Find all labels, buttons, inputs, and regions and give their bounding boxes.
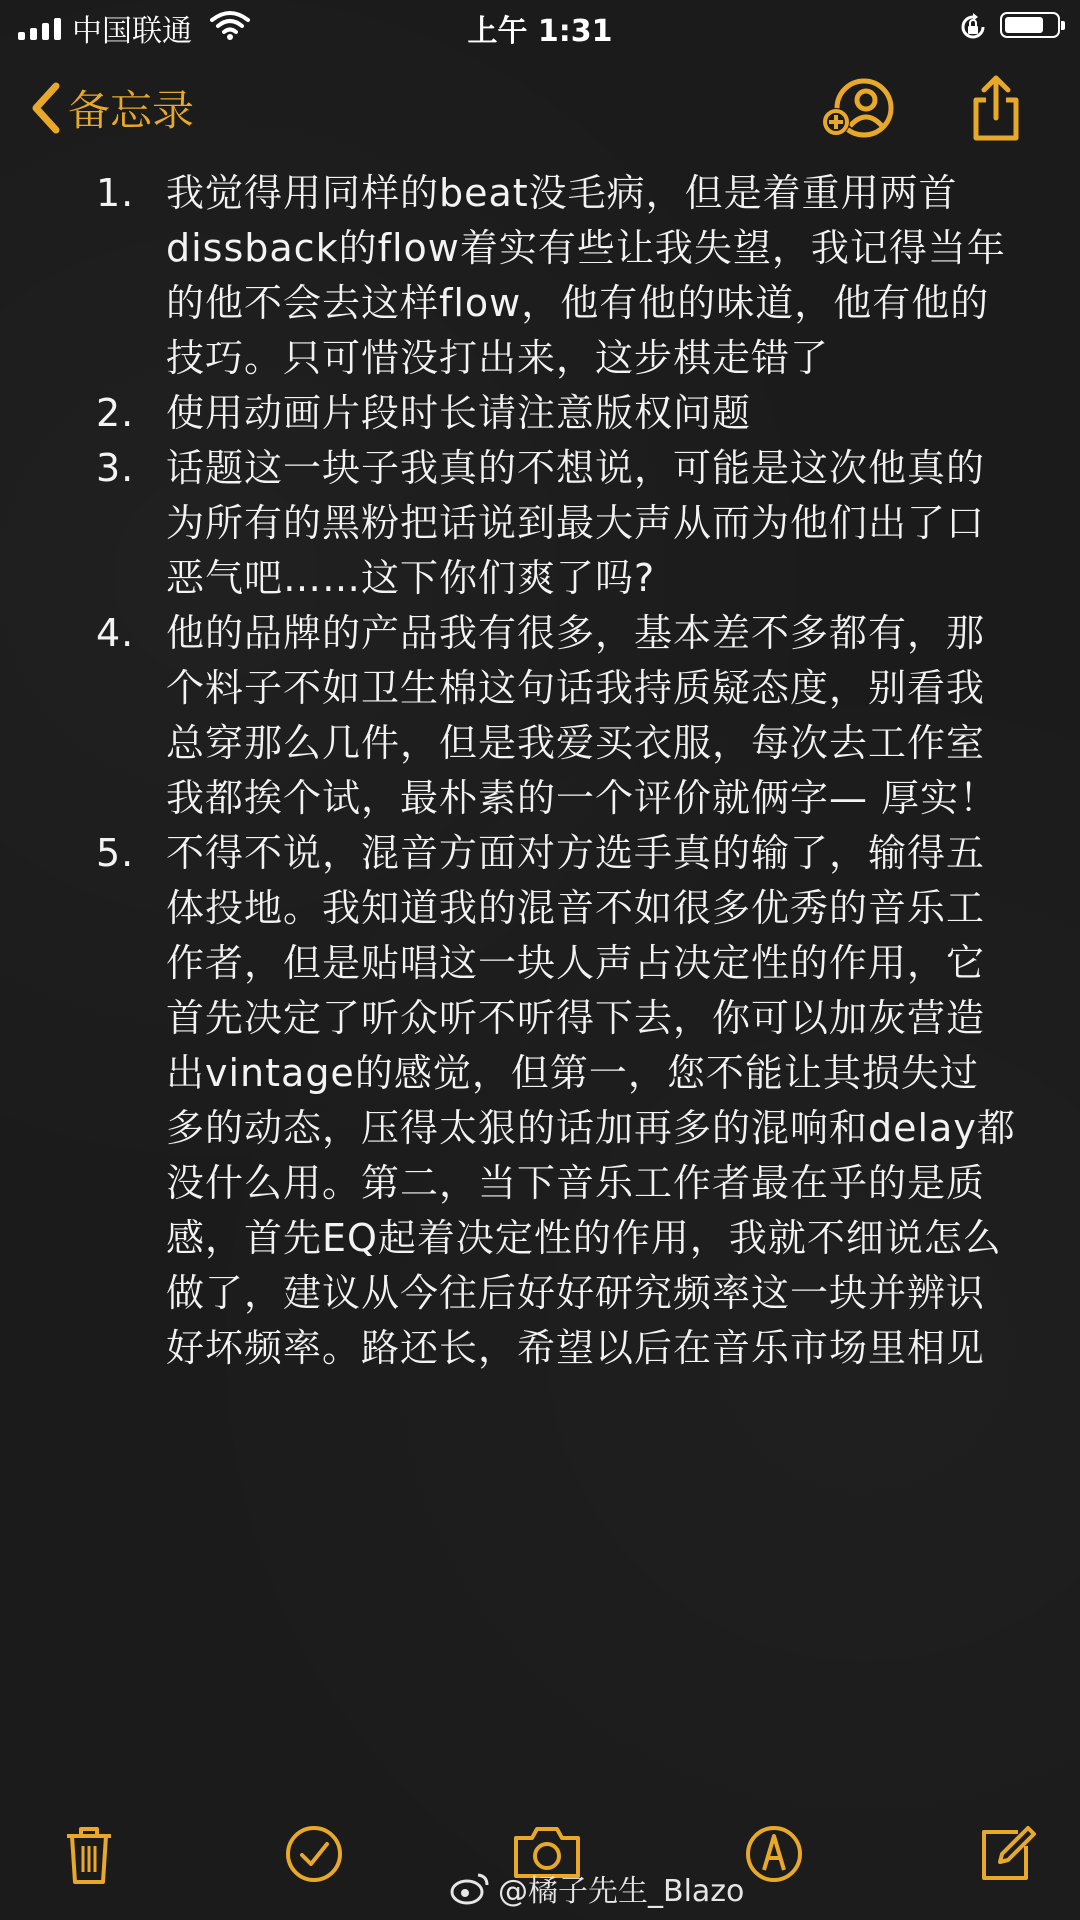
share-icon[interactable] (968, 74, 1024, 144)
markup-icon[interactable] (744, 1824, 804, 1884)
list-item-text: 我觉得用同样的beat没毛病，但是着重用两首dissback的flow着实有些让我失望，我记得当年的他不会去这样flow，他有他的味道，他有他的技巧。只可惜没打出来，这步棋走错了 (166, 171, 1006, 380)
list-item (96, 606, 1016, 826)
compose-icon[interactable] (978, 1824, 1038, 1884)
list-number: 5. (96, 831, 135, 875)
add-person-icon[interactable] (820, 76, 896, 140)
battery-icon (1000, 12, 1060, 38)
carrier-name: 中国联通 (72, 14, 192, 49)
status-time: 上午 1:31 (467, 14, 613, 49)
status-bar (0, 0, 1080, 60)
list-number: 2. (96, 391, 135, 435)
watermark (450, 1866, 744, 1910)
chevron-left-icon (28, 80, 64, 136)
weibo-logo-icon (450, 1871, 490, 1905)
list-number: 3. (96, 446, 135, 490)
watermark-text: @橘子先生_Blazo (498, 1874, 745, 1909)
list-number: 1. (96, 171, 135, 215)
navigation-bar (0, 70, 1080, 150)
list-item (96, 441, 1016, 606)
list-item (96, 166, 1016, 386)
list-item (96, 386, 1016, 441)
list-item (96, 826, 1016, 1376)
list-item-text: 使用动画片段时长请注意版权问题 (166, 391, 752, 435)
list-item-text: 不得不说，混音方面对方选手真的输了，输得五体投地。我知道我的混音不如很多优秀的音乐工作者，但是贴唱这一块人声占决定性的作用，它首先决定了听众听不听得下去，你可以加灰营造出vintage的感觉，但第一，您不能让其损失过多的动态，压得太狠的话加再多的混响和delay都没什么用。第二，当下音乐工作者最在乎的是质感，首先EQ起着决定性的作用，我就不细说怎么做了，建议从今往后好好研究频率这一块并辨识好坏频率。路还长，希望以后在音乐市场里相见 (166, 831, 1016, 1370)
note-body[interactable] (96, 166, 1016, 1376)
back-button[interactable] (28, 78, 194, 138)
list-number: 4. (96, 611, 135, 655)
back-label: 备忘录 (68, 86, 195, 135)
rotation-lock-icon (958, 12, 988, 42)
list-item-text: 他的品牌的产品我有很多，基本差不多都有，那个料子不如卫生棉这句话我持质疑态度，别看我总穿那么几件，但是我爱买衣服，每次去工作室我都挨个试，最朴素的一个评价就俩字— 厚实！ (166, 611, 999, 820)
list-item-text: 话题这一块子我真的不想说，可能是这次他真的为所有的黑粉把话说到最大声从而为他们出了口恶气吧……这下你们爽了吗? (166, 446, 986, 600)
checklist-icon[interactable] (284, 1824, 344, 1884)
trash-icon[interactable] (64, 1824, 114, 1886)
